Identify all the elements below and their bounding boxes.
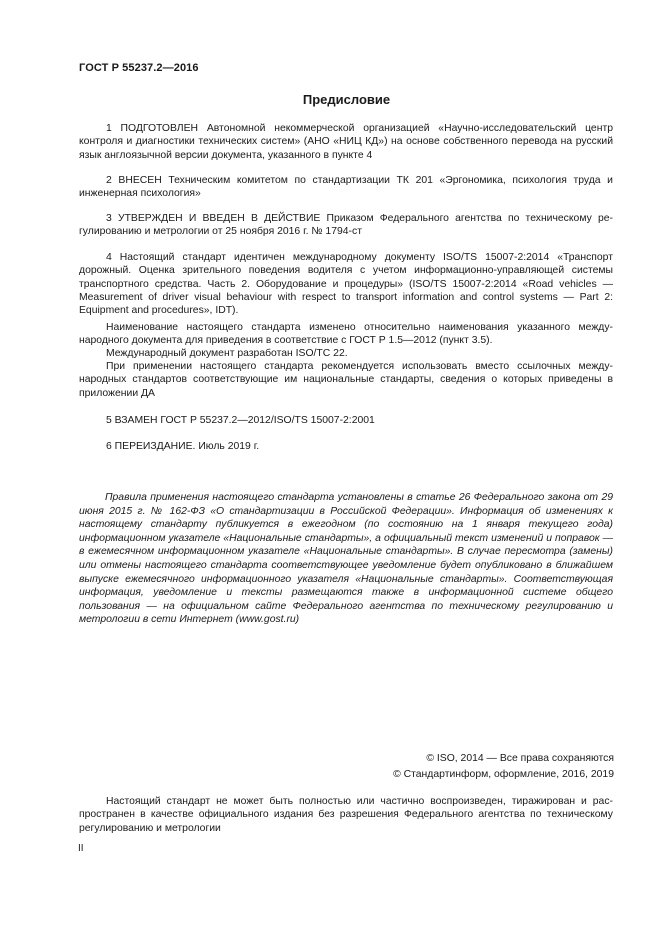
reproduction-notice: Настоящий стандарт не может быть полностью или частично воспроизведен, тиражирован и распространен в качестве официального издания без разрешения Федерального агентства по техническому регулированию и метрологии bbox=[79, 796, 613, 834]
paragraph-5: 5 ВЗАМЕН ГОСТ Р 55237.2—2012/ISO/TS 15007-2:2001 bbox=[106, 415, 375, 426]
page-number: II bbox=[78, 843, 84, 854]
copyright-iso: © ISO, 2014 — Все права сохраняются bbox=[426, 753, 614, 764]
paragraph-3: 3 УТВЕРЖДЕН И ВВЕДЕН В ДЕЙСТВИЕ Приказом Федерального агентства по техническому регулированию и метрологии от 25 ноября 2016 г. № 1794-ст bbox=[79, 213, 613, 238]
paragraph-4-application: При применении настоящего стандарта рекомендуется использовать вместо ссылочных международных стандартов соответствующие им национальные стандарты, сведения о которых приведены в приложении ДА bbox=[79, 361, 613, 399]
paragraph-6: 6 ПЕРЕИЗДАНИЕ. Июль 2019 г. bbox=[106, 441, 260, 452]
paragraph-4-developer: Международный документ разработан ISO/TC 22. bbox=[106, 348, 348, 359]
paragraph-2: 2 ВНЕСЕН Техническим комитетом по стандартизации ТК 201 «Эргономика, психология труда и инженерная психология» bbox=[79, 175, 613, 200]
application-rules-notice: Правила применения настоящего стандарта установлены в статье 26 Федерального закона от 29 июня 2015 г. № 162-ФЗ «О стандартизации в Российской Федерации». Информация об изменениях к настоящему стандарту публикуется в ежегодном (по состоянию на 1 января текущего года) информационном указателе «Национальные стандарты», а официальный текст изменений и поправок — в ежемесячном информационном указателе «Национальные стандарты». В случае пересмотра (замены) или отмены настоящего стандарта соответствующее уведомление будет опубликовано в ближайшем выпуске ежемесячного информационного указателя «Национальные стандарты». Соответствующая информация, уведомление и тексты размещаются также в информационной системе общего пользования — на официальном сайте Федерального агентства по техническому регулированию и метрологии в сети Интернет (www.gost.ru) bbox=[79, 492, 613, 626]
paragraph-4: 4 Настоящий стандарт идентичен международному документу ISO/TS 15007-2:2014 «Транспорт дорожный. Оценка зрительного поведения водителя с учетом информационно-управляющей системы транспортного средства. Часть 2. Оборудование и процедуры» (ISO/TS 15007-2:2014 «Road vehicles — Measurement of driver visual behaviour with respect to transport information and control systems — Part 2: Equipment and procedures», IDT). bbox=[79, 252, 613, 317]
page-title-text: Предисловие bbox=[302, 92, 391, 107]
standard-code: ГОСТ Р 55237.2—2016 bbox=[79, 62, 199, 74]
page-title bbox=[0, 92, 661, 107]
paragraph-1: 1 ПОДГОТОВЛЕН Автономной некоммерческой организацией «Научно-исследовательский центр контроля и диагностики технических систем» (АНО «НИЦ КД») на основе собственного перевода на русский язык англоязычной версии документа, указанного в пункте 4 bbox=[79, 123, 613, 161]
copyright-standartinform: © Стандартинформ, оформление, 2016, 2019 bbox=[393, 769, 614, 780]
paragraph-4-name-note: Наименование настоящего стандарта изменено относительно наименования указанного международного документа для приведения в соответствие с ГОСТ Р 1.5—2012 (пункт 3.5). bbox=[79, 322, 613, 347]
